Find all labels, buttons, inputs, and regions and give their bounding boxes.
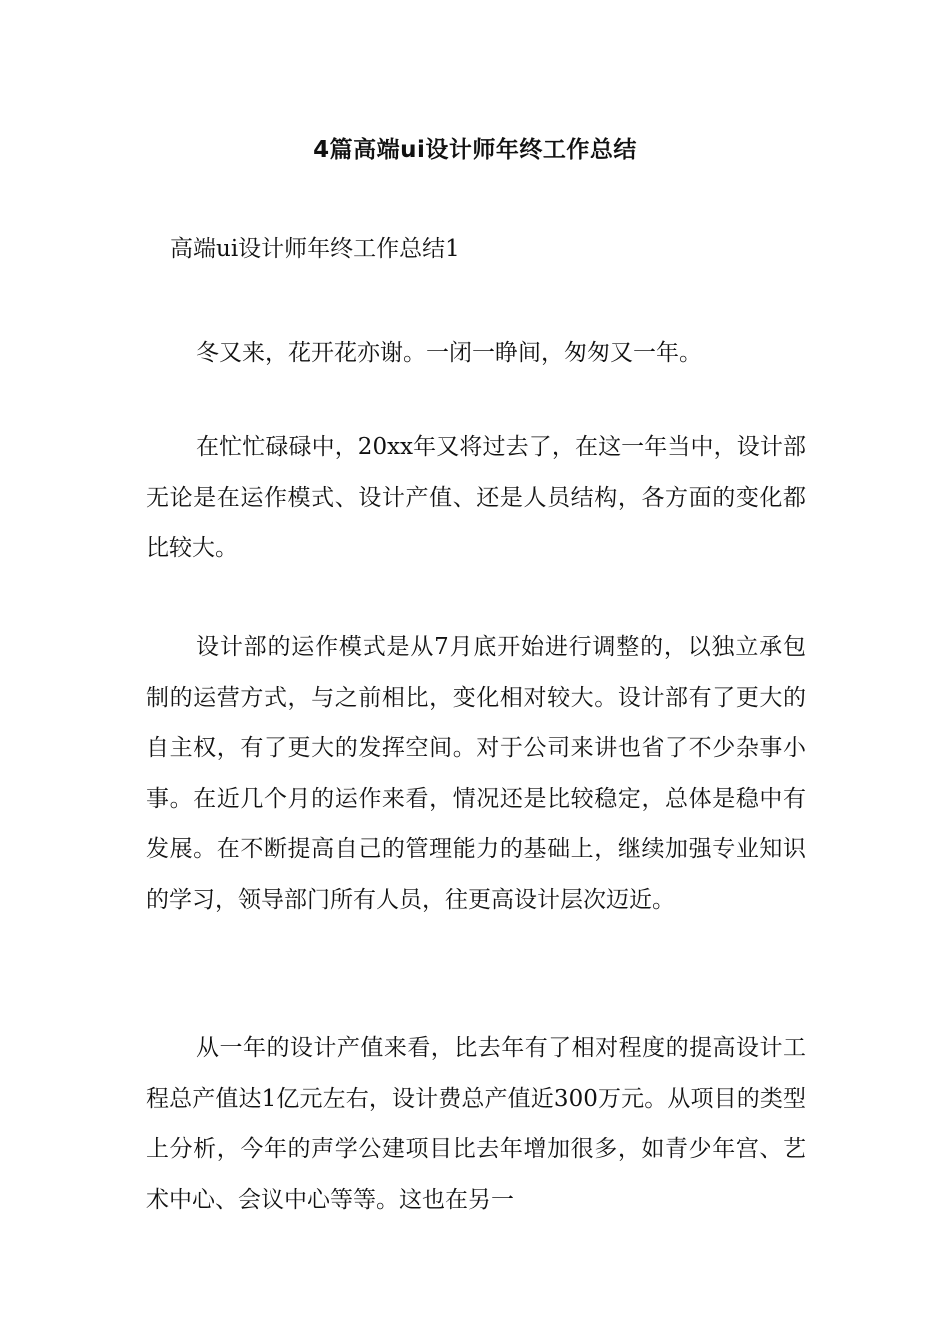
paragraph-4: 从一年的设计产值来看，比去年有了相对程度的提高设计工程总产值达1亿元左右，设计费总产值近300万元。从项目的类型上分析，今年的声学公建项目比去年增加很多，如青少年宫、艺术中心、会议中心等等。这也在另一 xyxy=(146,1035,806,1213)
paragraph-1: 冬又来，花开花亦谢。一闭一睁间，匆匆又一年。 xyxy=(196,340,702,366)
paragraph-3: 设计部的运作模式是从7月底开始进行调整的，以独立承包制的运营方式，与之前相比，变化相对较大。设计部有了更大的自主权，有了更大的发挥空间。对于公司来讲也省了不少杂事小事。在近几个月的运作来看，情况还是比较稳定，总体是稳中有发展。在不断提高自己的管理能力的基础上，继续加强专业知识的学习，领导部门所有人员，往更高设计层次迈近。 xyxy=(146,634,806,913)
paragraph-2: 在忙忙碌碌中，20xx年又将过去了，在这一年当中，设计部无论是在运作模式、设计产值、还是人员结构，各方面的变化都比较大。 xyxy=(146,434,806,561)
document-title: 4篇高端ui设计师年终工作总结 xyxy=(313,137,637,163)
section-heading: 高端ui设计师年终工作总结1 xyxy=(170,236,460,262)
